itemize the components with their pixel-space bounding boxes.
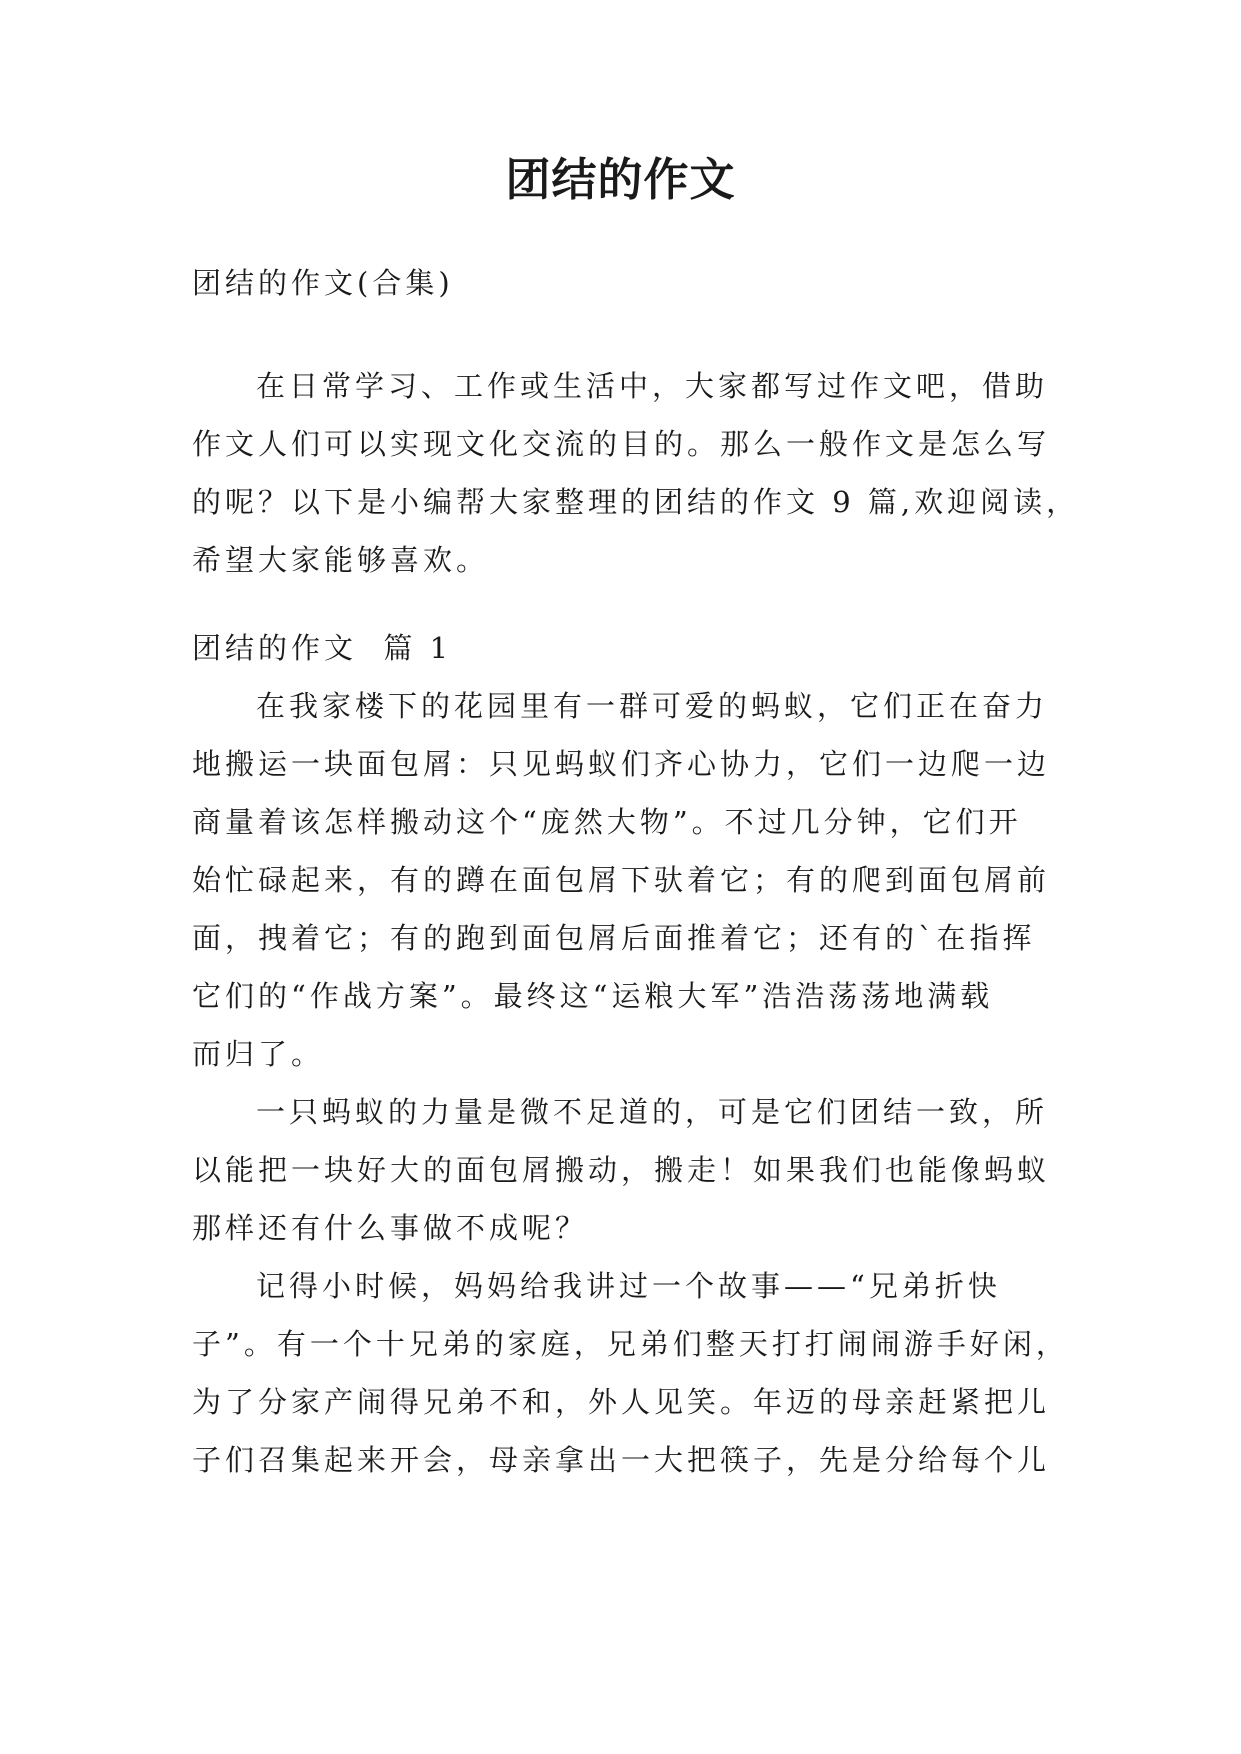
paragraph-3-line: 记得小时候，妈妈给我讲过一个故事——“兄弟折快 xyxy=(256,1269,1001,1303)
paragraph-1-line: 地搬运一块面包屑：只见蚂蚁们齐心协力，它们一边爬一边 xyxy=(192,747,1051,781)
intro-line: 希望大家能够喜欢。 xyxy=(192,543,490,577)
paragraph-1-line: 面，拽着它；有的跑到面包屑后面推着它；还有的`在指挥 xyxy=(192,921,1036,955)
paragraph-2-line: 一只蚂蚁的力量是微不足道的，可是它们团结一致，所 xyxy=(256,1095,1049,1129)
intro-paragraph xyxy=(192,357,1080,589)
paragraph-3-line: 子们召集起来开会，母亲拿出一大把筷子，先是分给每个儿 xyxy=(192,1443,1051,1477)
paragraph-1-line: 商量着该怎样搬动这个“庞然大物”。不过几分钟，它们开 xyxy=(192,805,1022,839)
section-heading: 团结的作文 篇 1 xyxy=(192,631,453,665)
paragraph-1-line: 在我家楼下的花园里有一群可爱的蚂蚁，它们正在奋力 xyxy=(256,689,1049,723)
document-subtitle: 团结的作文(合集) xyxy=(192,266,454,300)
document-title: 团结的作文 xyxy=(505,153,736,206)
paragraph-1-line: 而归了。 xyxy=(192,1037,325,1071)
subtitle-block xyxy=(192,254,1054,312)
paragraph-1-line: 始忙碌起来，有的蹲在面包屑下驮着它；有的爬到面包屑前 xyxy=(192,863,1051,897)
paragraph-1-line: 它们的“作战方案”。最终这“运粮大军”浩浩荡荡地满载 xyxy=(192,979,994,1013)
paragraph-2-line: 以能把一块好大的面包屑搬动，搬走！如果我们也能像蚂蚁 xyxy=(192,1153,1051,1187)
paragraph-3-line: 为了分家产闹得兄弟不和，外人见笑。年迈的母亲赶紧把儿 xyxy=(192,1385,1051,1419)
intro-line: 的呢？以下是小编帮大家整理的团结的作文 9 篇,欢迎阅读， xyxy=(192,485,1080,519)
intro-line: 在日常学习、工作或生活中，大家都写过作文吧，借助 xyxy=(256,369,1049,403)
paragraph-2-line: 那样还有什么事做不成呢？ xyxy=(192,1211,589,1245)
intro-line: 作文人们可以实现文化交流的目的。那么一般作文是怎么写 xyxy=(192,427,1051,461)
paragraph-3-line: 子”。有一个十兄弟的家庭，兄弟们整天打打闹闹游手好闲， xyxy=(192,1327,1069,1361)
section-block xyxy=(192,619,1069,1489)
